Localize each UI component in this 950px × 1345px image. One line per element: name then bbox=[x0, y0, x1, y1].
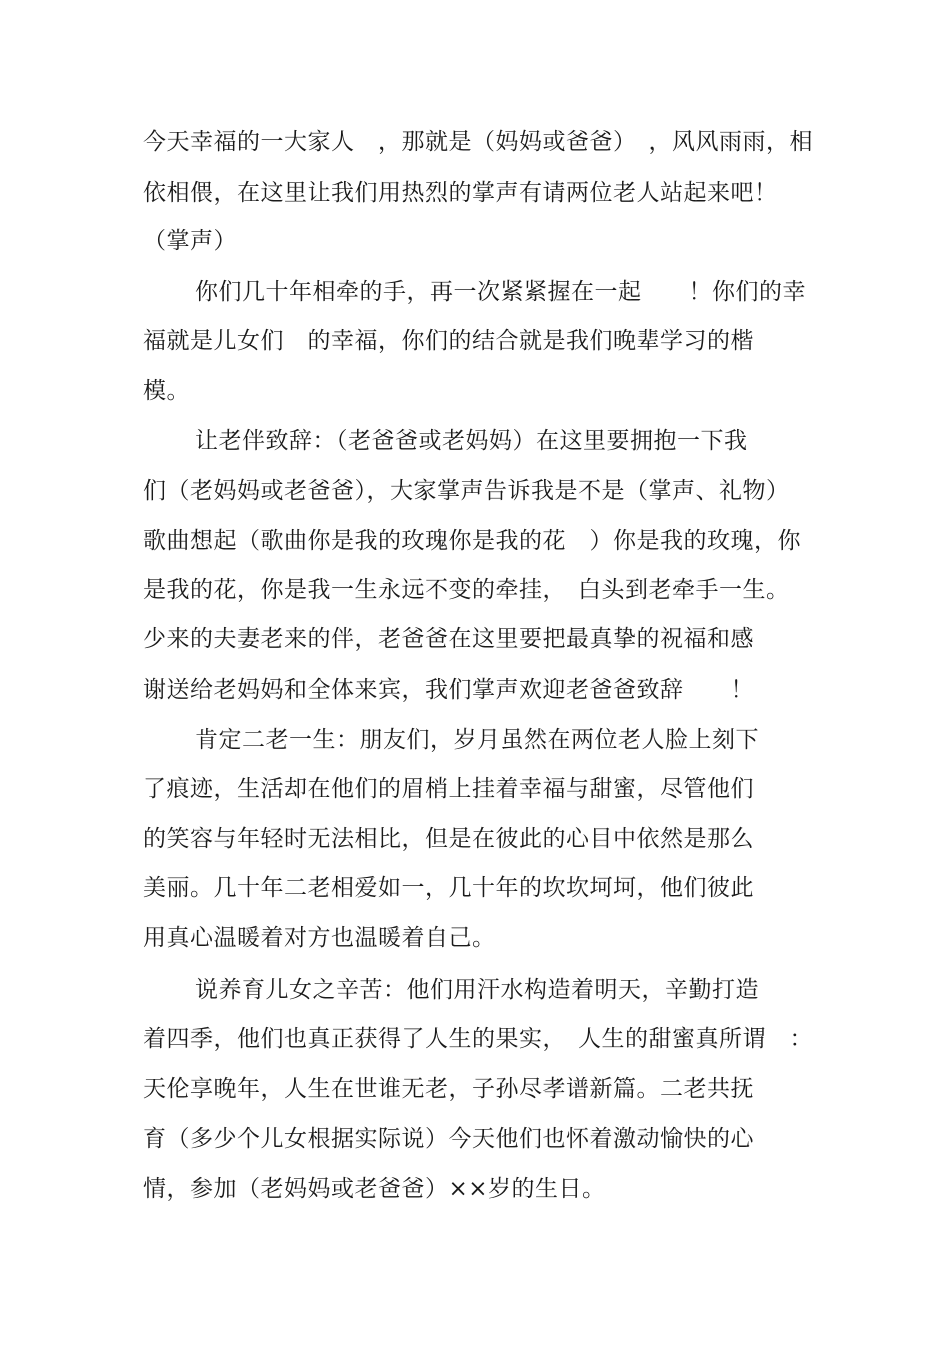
text-line: 了痕迹，生活却在他们的眉梢上挂着幸福与甜蜜，尽管他们 bbox=[143, 776, 754, 802]
text-line: 歌曲想起（歌曲你是我的玫瑰你是我的花 ）你是我的玫瑰，你 bbox=[143, 528, 801, 554]
text-line: 依相偎，在这里让我们用热烈的掌声有请两位老人站起来吧！ bbox=[143, 180, 778, 206]
text-line: 用真心温暖着对方也温暖着自己。 bbox=[143, 925, 496, 951]
text-line: 说养育儿女之辛苦：他们用汗水构造着明天，辛勤打造 bbox=[195, 977, 759, 1003]
text-line: 们（老妈妈或老爸爸），大家掌声告诉我是不是（掌声、礼物） bbox=[143, 478, 790, 504]
text-line: 谢送给老妈妈和全体来宾，我们掌声欢迎老爸爸致辞 ！ bbox=[143, 677, 754, 703]
text-line: 美丽。几十年二老相爱如一，几十年的坎坎坷坷，他们彼此 bbox=[143, 875, 754, 901]
text-line: （掌声） bbox=[143, 228, 237, 254]
text-line: 少来的夫妻老来的伴，老爸爸在这里要把最真挚的祝福和感 bbox=[143, 626, 754, 652]
text-line: 模。 bbox=[143, 378, 190, 404]
text-line: 的笑容与年轻时无法相比，但是在彼此的心目中依然是那么 bbox=[143, 826, 754, 852]
text-line: 育（多少个儿女根据实际说）今天他们也怀着激动愉快的心 bbox=[143, 1126, 754, 1152]
text-line: 肯定二老一生：朋友们，岁月虽然在两位老人脸上刻下 bbox=[195, 727, 759, 753]
text-line: 福就是儿女们 的幸福，你们的结合就是我们晚辈学习的楷 bbox=[143, 328, 754, 354]
text-line: 天伦享晚年，人生在世谁无老，子孙尽孝谱新篇。二老共抚 bbox=[143, 1076, 754, 1102]
text-line: 让老伴致辞：（老爸爸或老妈妈）在这里要拥抱一下我 bbox=[195, 428, 748, 454]
text-line: 是我的花，你是我一生永远不变的牵挂， 白头到老牵手一生。 bbox=[143, 577, 790, 603]
text-line: 你们几十年相牵的手，再一次紧紧握在一起 ！你们的幸 bbox=[195, 279, 806, 305]
text-line: 着四季，他们也真正获得了人生的果实， 人生的甜蜜真所谓 ： bbox=[143, 1026, 813, 1052]
text-line: 情，参加（老妈妈或老爸爸）××岁的生日。 bbox=[143, 1176, 606, 1202]
text-line: 今天幸福的一大家人 ，那就是（妈妈或爸爸） ，风风雨雨，相 bbox=[143, 129, 813, 155]
